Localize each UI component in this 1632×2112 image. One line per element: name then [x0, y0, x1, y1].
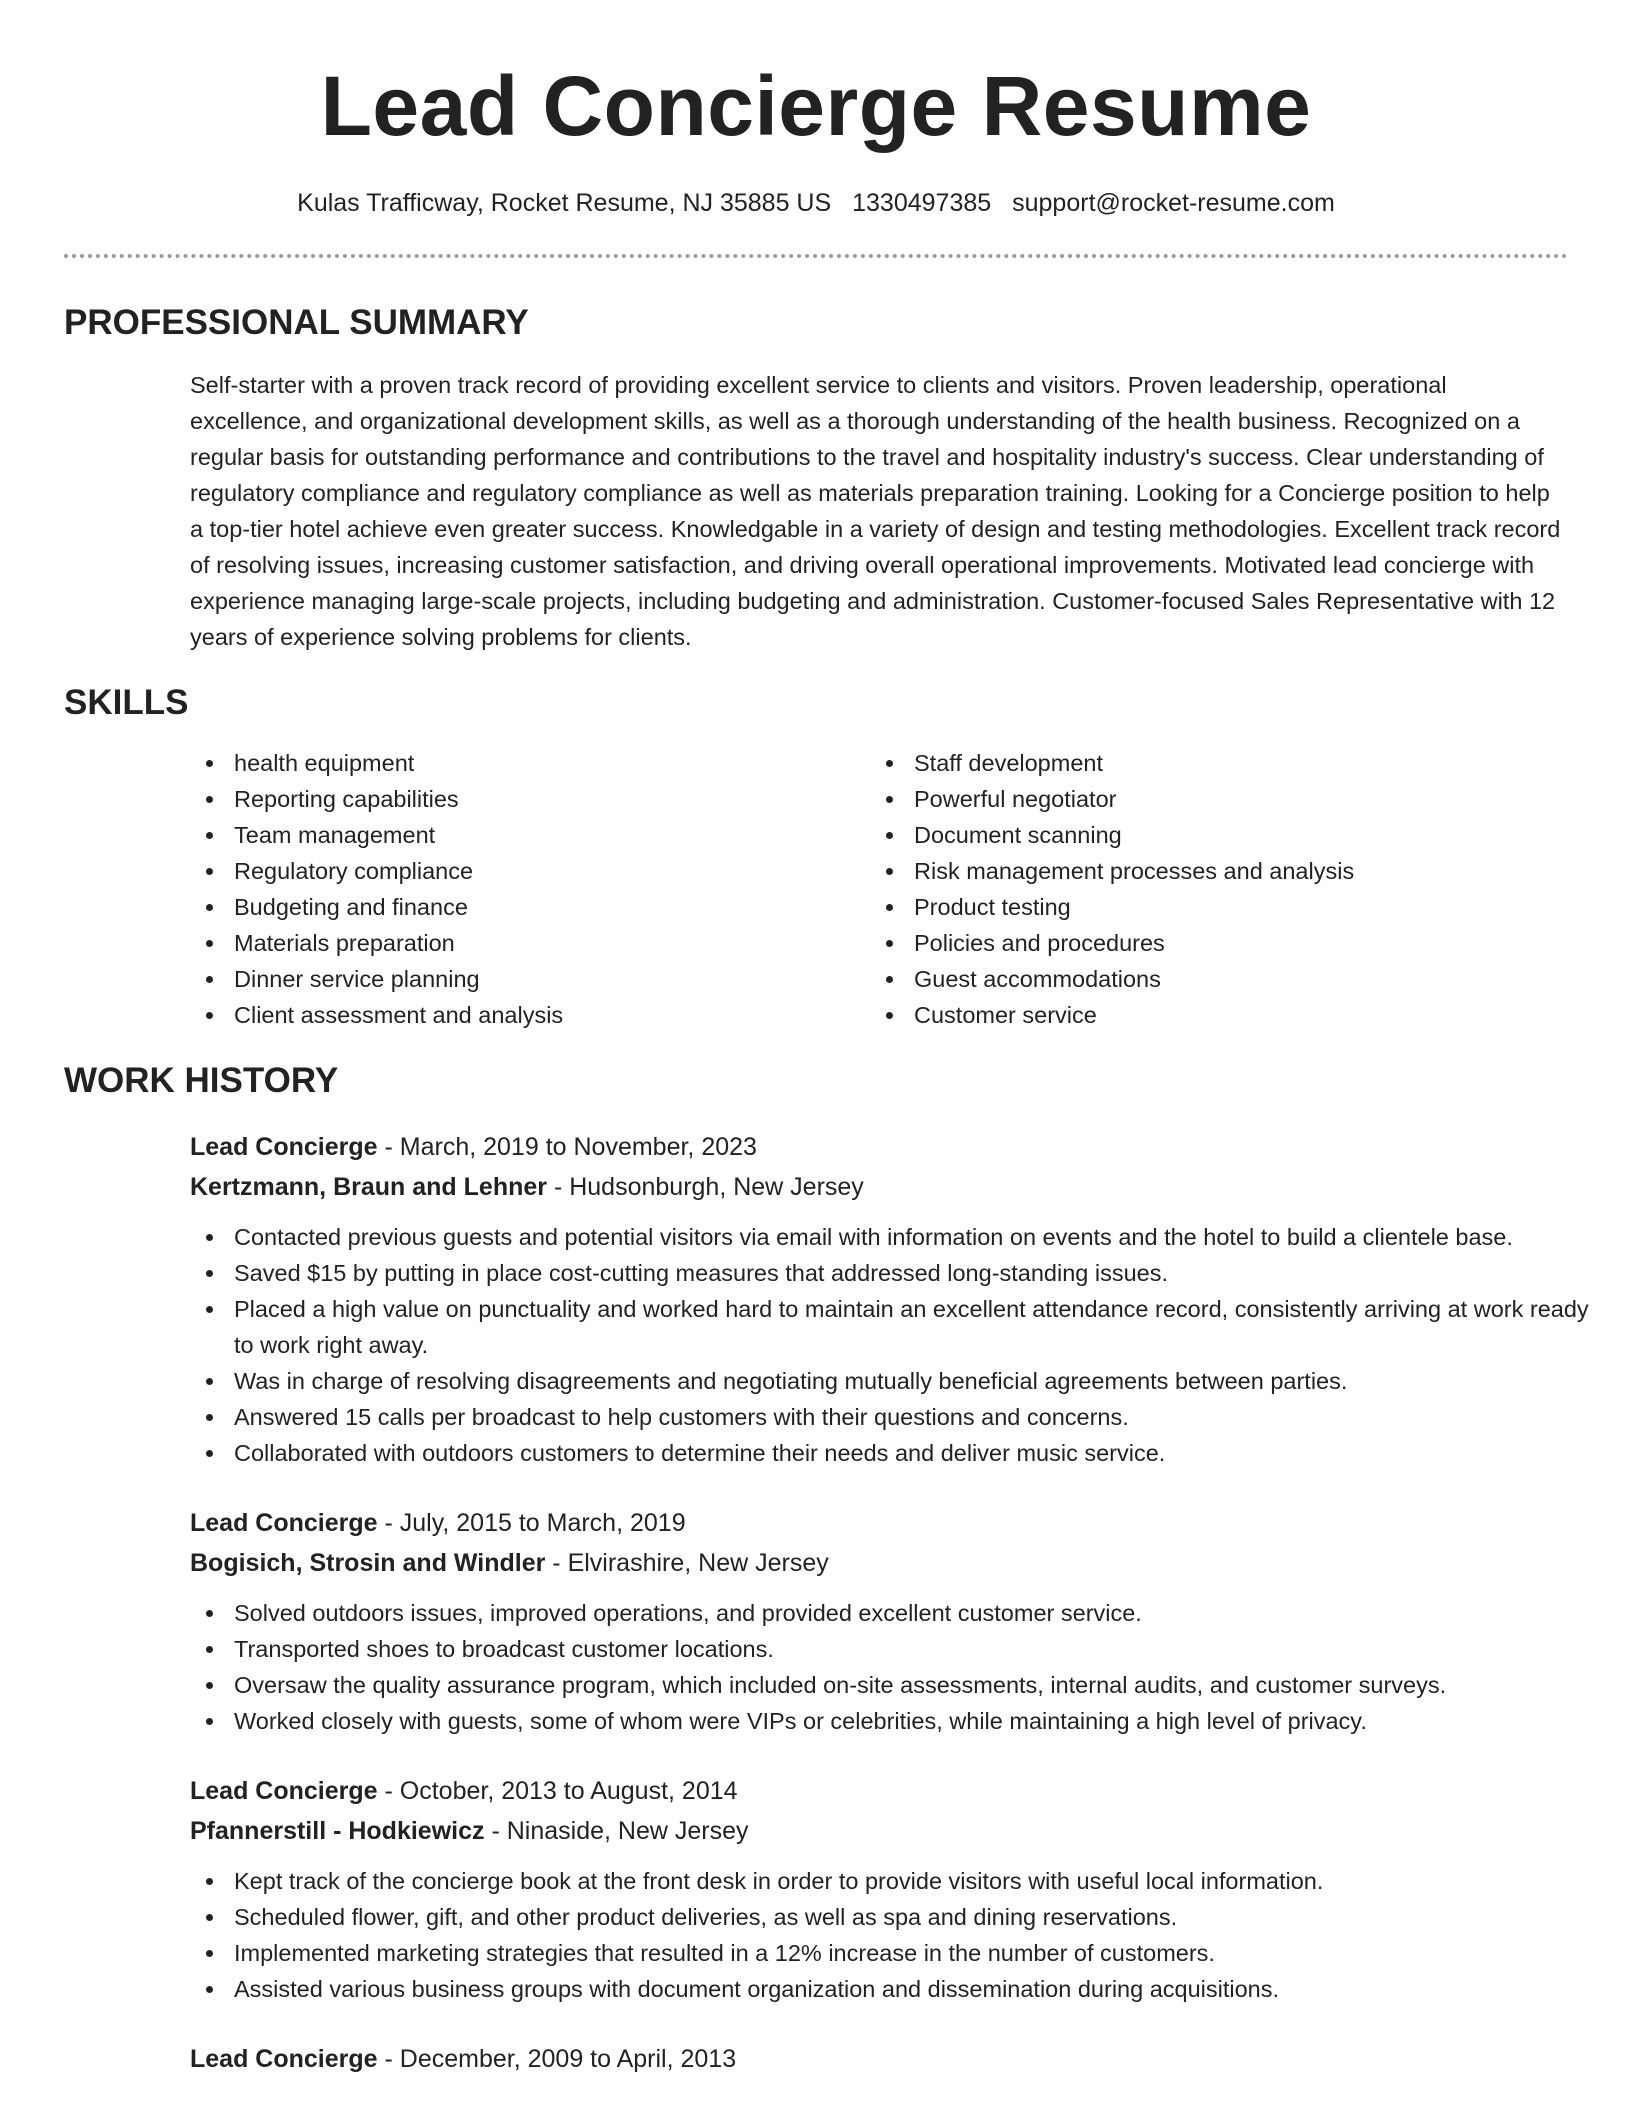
job-entry — [190, 1771, 1568, 2007]
job-role-line — [190, 1771, 1568, 1811]
skill-item: Materials preparation — [190, 925, 870, 961]
job-dates: - July, 2015 to March, 2019 — [377, 1509, 686, 1537]
contact-email: support@rocket-resume.com — [1012, 189, 1335, 217]
job-company: Pfannerstill - Hodkiewicz — [190, 1817, 485, 1845]
duty-item: Answered 15 calls per broadcast to help customers with their questions and concerns. — [190, 1399, 1610, 1435]
skill-item: Policies and procedures — [870, 925, 1550, 961]
work-history-heading: WORK HISTORY — [64, 1061, 339, 1100]
header-divider — [64, 254, 1568, 258]
job-role-line — [190, 2039, 1568, 2079]
skill-item: Team management — [190, 817, 870, 853]
duty-item: Transported shoes to broadcast customer locations. — [190, 1631, 1610, 1667]
duty-item: Solved outdoors issues, improved operations, and provided excellent customer service. — [190, 1595, 1610, 1631]
summary-text: Self-starter with a proven track record of providing excellent service to clients and visitors. Proven leadership, operational excellence, and organizational development skills, as well as a thorough understanding of the health business. Recognized on a regular basis for outstanding performance and contributions to the travel and hospitality industry's success. Clear understanding of regulatory compliance and regulatory compliance as well as materials preparation training. Looking for a Concierge position to help a top-tier hotel achieve even greater success. Knowledgable in a variety of design and testing methodologies. Excellent track record of resolving issues, increasing customer satisfaction, and driving overall operational improvements. Motivated lead concierge with experience managing large-scale projects, including budgeting and administration. Customer-focused Sales Representative with 12 years of experience solving problems for clients. — [190, 372, 1561, 650]
job-duties — [190, 1595, 1610, 1739]
job-location: - Elvirashire, New Jersey — [545, 1549, 829, 1577]
job-company: Kertzmann, Braun and Lehner — [190, 1173, 547, 1201]
skill-item: Staff development — [870, 745, 1550, 781]
duty-item: Scheduled flower, gift, and other product deliveries, as well as spa and dining reservations. — [190, 1899, 1610, 1935]
job-company-line — [190, 1543, 1568, 1583]
job-dates: - March, 2019 to November, 2023 — [377, 1133, 757, 1161]
contact-line — [64, 186, 1568, 220]
job-role: Lead Concierge — [190, 1777, 378, 1805]
duty-item: Oversaw the quality assurance program, which included on-site assessments, internal audits, and customer surveys. — [190, 1667, 1610, 1703]
skill-item: Reporting capabilities — [190, 781, 870, 817]
skills-column-left — [190, 745, 870, 1033]
job-role-line — [190, 1127, 1568, 1167]
summary-heading: PROFESSIONAL SUMMARY — [64, 303, 529, 342]
job-location: - Ninaside, New Jersey — [484, 1817, 749, 1845]
contact-address: Kulas Trafficway, Rocket Resume, NJ 35885 US — [297, 189, 832, 217]
skill-item: Document scanning — [870, 817, 1550, 853]
duty-item: Saved $15 by putting in place cost-cutting measures that addressed long-standing issues. — [190, 1255, 1610, 1291]
skill-item: Risk management processes and analysis — [870, 853, 1550, 889]
job-entry — [190, 1503, 1568, 1739]
job-duties — [190, 1219, 1610, 1471]
job-entry — [190, 1127, 1589, 1471]
job-location: - Hudsonburgh, New Jersey — [547, 1173, 864, 1201]
contact-phone: 1330497385 — [852, 189, 992, 217]
resume-title: Lead Concierge Resume — [320, 59, 1312, 153]
job-role-line — [190, 1503, 1568, 1543]
duty-item: Assisted various business groups with document organization and dissemination during acquisitions. — [190, 1971, 1610, 2007]
skill-item: Budgeting and finance — [190, 889, 870, 925]
skill-item: health equipment — [190, 745, 870, 781]
duty-item: Implemented marketing strategies that resulted in a 12% increase in the number of customers. — [190, 1935, 1610, 1971]
duty-item: Worked closely with guests, some of whom were VIPs or celebrities, while maintaining a high level of privacy. — [190, 1703, 1610, 1739]
skills-heading: SKILLS — [64, 683, 189, 722]
skill-item: Powerful negotiator — [870, 781, 1550, 817]
job-role: Lead Concierge — [190, 1509, 378, 1537]
job-dates: - December, 2009 to April, 2013 — [377, 2045, 737, 2073]
job-role: Lead Concierge — [190, 2045, 378, 2073]
job-company-line — [190, 1811, 1568, 1851]
job-company: Bogisich, Strosin and Windler — [190, 1549, 546, 1577]
duty-item: Was in charge of resolving disagreements and negotiating mutually beneficial agreements between parties. — [190, 1363, 1610, 1399]
job-duties — [190, 1863, 1610, 2007]
skills-list — [190, 745, 1568, 1033]
skill-item: Client assessment and analysis — [190, 997, 870, 1033]
skill-item: Product testing — [870, 889, 1550, 925]
duty-item: Placed a high value on punctuality and worked hard to maintain an excellent attendance record, consistently arriving at work ready to work right away. — [190, 1291, 1610, 1363]
skill-item: Guest accommodations — [870, 961, 1550, 997]
job-entry — [190, 2039, 1568, 2079]
duty-item: Contacted previous guests and potential visitors via email with information on events and the hotel to build a clientele base. — [190, 1219, 1610, 1255]
duty-item: Collaborated with outdoors customers to determine their needs and deliver music service. — [190, 1435, 1610, 1471]
job-company-line — [190, 1167, 1568, 1207]
duty-item: Kept track of the concierge book at the front desk in order to provide visitors with useful local information. — [190, 1863, 1610, 1899]
skills-column-right — [870, 745, 1550, 1033]
skill-item: Dinner service planning — [190, 961, 870, 997]
skill-item: Customer service — [870, 997, 1550, 1033]
skill-item: Regulatory compliance — [190, 853, 870, 889]
job-role: Lead Concierge — [190, 1133, 378, 1161]
job-dates: - October, 2013 to August, 2014 — [377, 1777, 738, 1805]
